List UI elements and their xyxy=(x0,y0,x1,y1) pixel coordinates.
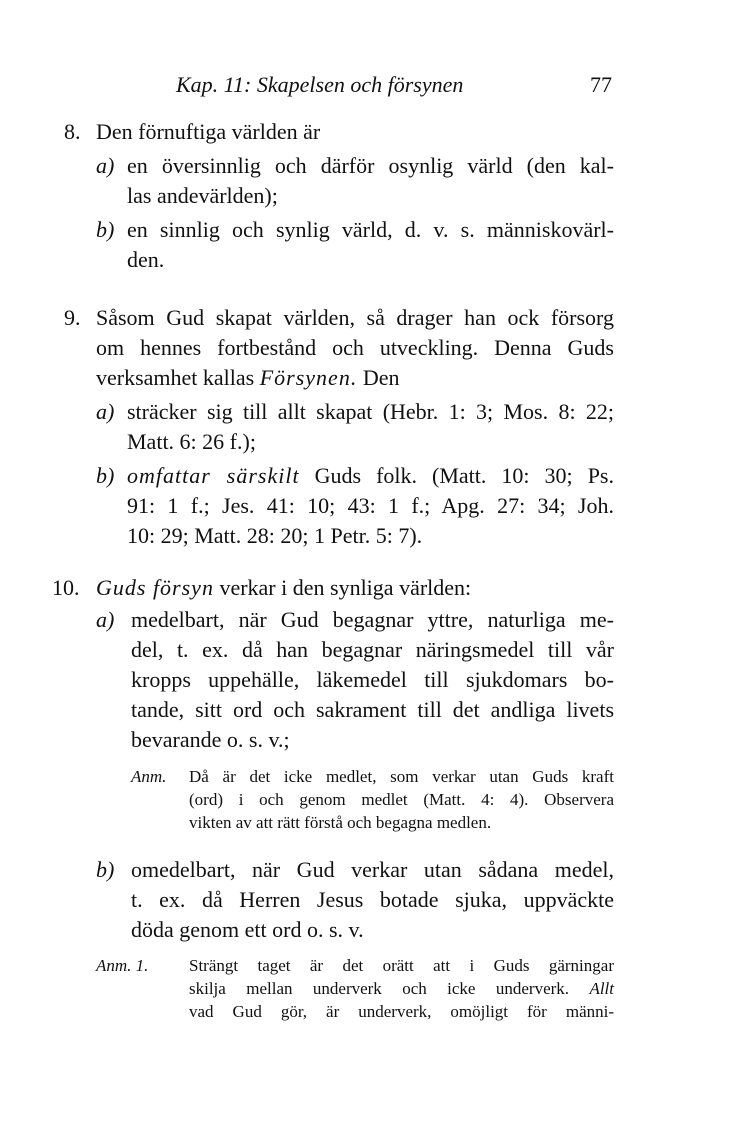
anm-1-label: Anm. 1. xyxy=(96,956,149,975)
section-10-a-line-3: kropps uppehälle, läkemedel till sjukdomars bo- xyxy=(131,667,614,692)
section-9-line-3-post: Den xyxy=(357,365,400,390)
section-9-b-label: b) xyxy=(96,463,115,488)
section-10-b-line-2: t. ex. då Herren Jesus botade sjuka, uppväckte xyxy=(131,887,614,912)
section-9-line-1: Såsom Gud skapat världen, så drager han ock försorg xyxy=(96,305,614,330)
section-10-b-label: b) xyxy=(96,857,115,882)
section-9-line-3 xyxy=(96,364,399,392)
section-10-intro xyxy=(96,574,471,602)
section-9-b-line-1-post: Guds folk. (Matt. 10: 30; Ps. xyxy=(299,463,614,488)
term-omfattar-sarskilt: omfattar särskilt xyxy=(127,463,300,488)
section-10-a-line-1: medelbart, när Gud begagnar yttre, naturliga me- xyxy=(131,607,614,632)
term-allt: Allt xyxy=(589,979,615,998)
section-9-b-line-1 xyxy=(127,462,614,490)
anm-a-label: Anm. xyxy=(131,767,167,786)
section-9-a-line-1: sträcker sig till allt skapat (Hebr. 1: 3; Mos. 8: 22; xyxy=(127,399,614,424)
anm-1-line-1: Strängt taget är det orätt att i Guds gärningar xyxy=(189,956,614,975)
running-title: Kap. 11: Skapelsen och försynen xyxy=(176,72,464,97)
anm-a-line-3: vikten av att rätt förstå och begagna medlen. xyxy=(189,813,492,832)
section-8-intro: Den förnuftiga världen är xyxy=(96,119,321,144)
section-9-line-2: om hennes fortbestånd och utveckling. Denna Guds xyxy=(96,335,614,360)
section-9-a-label: a) xyxy=(96,399,115,424)
section-8-number: 8. xyxy=(64,119,81,144)
section-9-b-line-2: 91: 1 f.; Jes. 41: 10; 43: 1 f.; Apg. 27: 34; Joh. xyxy=(127,493,614,518)
section-9-b-line-3: 10: 29; Matt. 28: 20; 1 Petr. 5: 7). xyxy=(127,523,423,548)
section-8-b-line-1: en sinnlig och synlig värld, d. v. s. människovärl- xyxy=(127,217,614,242)
section-10-intro-post: verkar i den synliga världen: xyxy=(213,575,472,600)
section-8-a-line-1: en översinnlig och därför osynlig värld (den kal- xyxy=(127,153,614,178)
section-8-a-label: a) xyxy=(96,153,115,178)
term-guds-forsyn: Guds försyn xyxy=(96,575,214,600)
anm-a-line-2: (ord) i och genom medlet (Matt. 4: 4). Observera xyxy=(189,790,614,809)
section-10-a-line-2: del, t. ex. då han begagnar näringsmedel till vår xyxy=(131,637,614,662)
section-10-b-line-3: döda genom ett ord o. s. v. xyxy=(131,917,364,942)
page-number: 77 xyxy=(590,72,612,97)
section-10-a-label: a) xyxy=(96,607,115,632)
term-forsynen: Försynen. xyxy=(259,365,358,390)
anm-1-line-2-text: skilja mellan underverk och icke underverk. xyxy=(189,979,570,998)
anm-1-line-2 xyxy=(189,978,614,1000)
section-9-a-line-2: Matt. 6: 26 f.); xyxy=(127,429,256,454)
section-8-b-label: b) xyxy=(96,217,115,242)
section-8-b-line-2: den. xyxy=(127,247,165,272)
section-10-b-line-1: omedelbart, när Gud verkar utan sådana medel, xyxy=(131,857,614,882)
section-8-a-line-2: las andevärlden); xyxy=(127,183,278,208)
section-9-number: 9. xyxy=(64,305,81,330)
anm-1-line-3: vad Gud gör, är underverk, omöjligt för männi- xyxy=(189,1002,614,1021)
section-10-a-line-5: bevarande o. s. v.; xyxy=(131,727,290,752)
section-10-number: 10. xyxy=(52,575,80,600)
section-10-a-line-4: tande, sitt ord och sakrament till det andliga livets xyxy=(131,697,614,722)
section-9-line-3-pre: verksamhet kallas xyxy=(96,365,260,390)
anm-a-line-1: Då är det icke medlet, som verkar utan Guds kraft xyxy=(189,767,614,786)
